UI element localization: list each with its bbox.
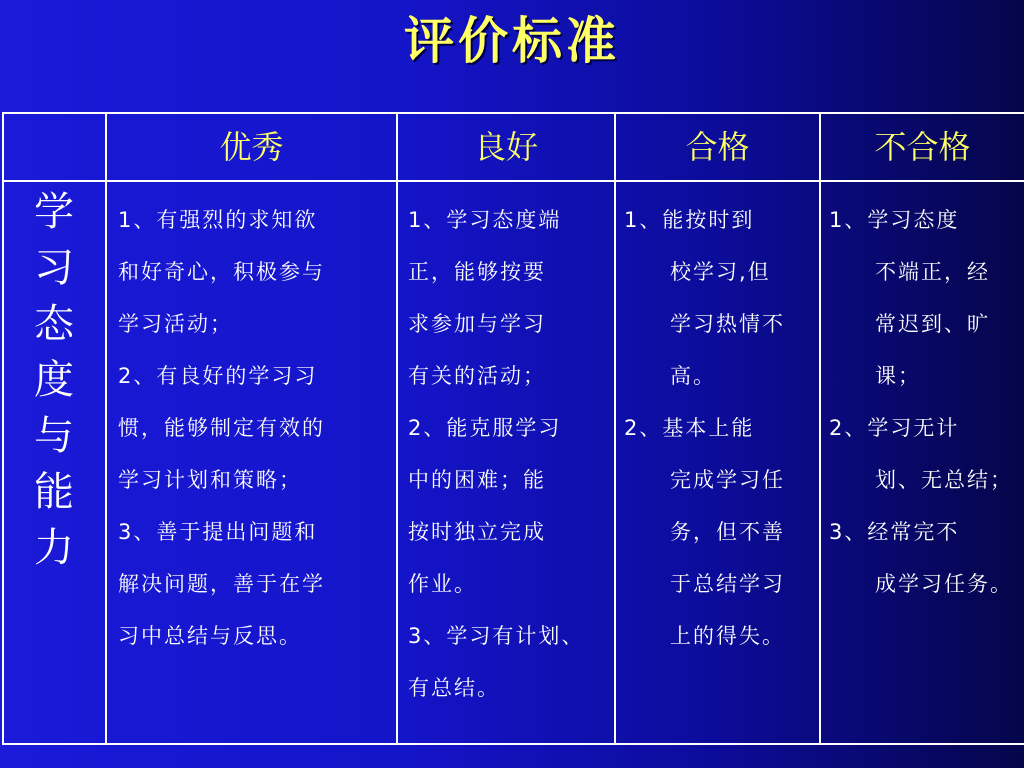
cell-line: 划、无总结； bbox=[829, 468, 1013, 492]
cell-line: 和好奇心，积极参与 bbox=[118, 260, 325, 284]
cell-fail bbox=[829, 194, 1022, 610]
cell-pass bbox=[624, 194, 816, 662]
cell-line: 习中总结与反思。 bbox=[118, 624, 302, 648]
header-excellent: 优秀 bbox=[219, 128, 284, 166]
header-pass: 合格 bbox=[685, 128, 750, 166]
cell-line: 常迟到、旷 bbox=[829, 312, 990, 336]
row-label-char: 度 bbox=[34, 357, 74, 403]
cell-line: 1、能按时到 bbox=[624, 208, 755, 232]
cell-line: 学习热情不 bbox=[624, 312, 785, 336]
cell-line: 3、学习有计划、 bbox=[408, 624, 585, 648]
page-title: 评价标准 bbox=[404, 12, 620, 70]
cell-line: 2、学习无计 bbox=[829, 416, 960, 440]
cell-line: 1、学习态度端 bbox=[408, 208, 562, 232]
cell-line: 学习活动； bbox=[118, 312, 233, 336]
cell-line: 高。 bbox=[624, 364, 716, 388]
column-divider bbox=[614, 114, 616, 743]
cell-line: 有关的活动； bbox=[408, 364, 546, 388]
cell-line: 课； bbox=[829, 364, 921, 388]
cell-line: 2、基本上能 bbox=[624, 416, 755, 440]
cell-line: 务，但不善 bbox=[624, 520, 785, 544]
cell-line: 1、有强烈的求知欲 bbox=[118, 208, 318, 232]
cell-line: 有总结。 bbox=[408, 676, 500, 700]
cell-line: 学习计划和策略； bbox=[118, 468, 302, 492]
row-label-char: 态 bbox=[34, 301, 74, 347]
cell-line: 于总结学习 bbox=[624, 572, 785, 596]
cell-line: 3、经常完不 bbox=[829, 520, 960, 544]
cell-line: 正，能够按要 bbox=[408, 260, 546, 284]
row-label-char: 力 bbox=[34, 525, 74, 571]
cell-line: 求参加与学习 bbox=[408, 312, 546, 336]
cell-excellent bbox=[118, 194, 393, 662]
row-label-char: 习 bbox=[34, 245, 74, 291]
cell-good bbox=[408, 194, 612, 714]
cell-line: 中的困难；能 bbox=[408, 468, 546, 492]
cell-line: 上的得失。 bbox=[624, 624, 785, 648]
cell-line: 完成学习任 bbox=[624, 468, 785, 492]
cell-line: 1、学习态度 bbox=[829, 208, 960, 232]
cell-line: 不端正，经 bbox=[829, 260, 990, 284]
evaluation-table bbox=[2, 112, 1024, 745]
cell-line: 惯，能够制定有效的 bbox=[118, 416, 325, 440]
cell-line: 2、能克服学习 bbox=[408, 416, 562, 440]
cell-line: 成学习任务。 bbox=[829, 572, 1013, 596]
header-good: 良好 bbox=[473, 128, 538, 166]
cell-line: 2、有良好的学习习 bbox=[118, 364, 318, 388]
row-label-char: 能 bbox=[34, 469, 74, 515]
header-divider bbox=[2, 180, 1024, 182]
cell-line: 校学习,但 bbox=[624, 260, 771, 284]
cell-line: 作业。 bbox=[408, 572, 477, 596]
column-divider bbox=[396, 114, 398, 743]
row-label-char: 学 bbox=[34, 189, 74, 235]
column-divider bbox=[819, 114, 821, 743]
row-label-learning-attitude-ability bbox=[2, 184, 106, 576]
row-label-char: 与 bbox=[34, 413, 74, 459]
header-fail: 不合格 bbox=[874, 128, 971, 166]
cell-line: 解决问题，善于在学 bbox=[118, 572, 325, 596]
cell-line: 3、善于提出问题和 bbox=[118, 520, 318, 544]
cell-line: 按时独立完成 bbox=[408, 520, 546, 544]
